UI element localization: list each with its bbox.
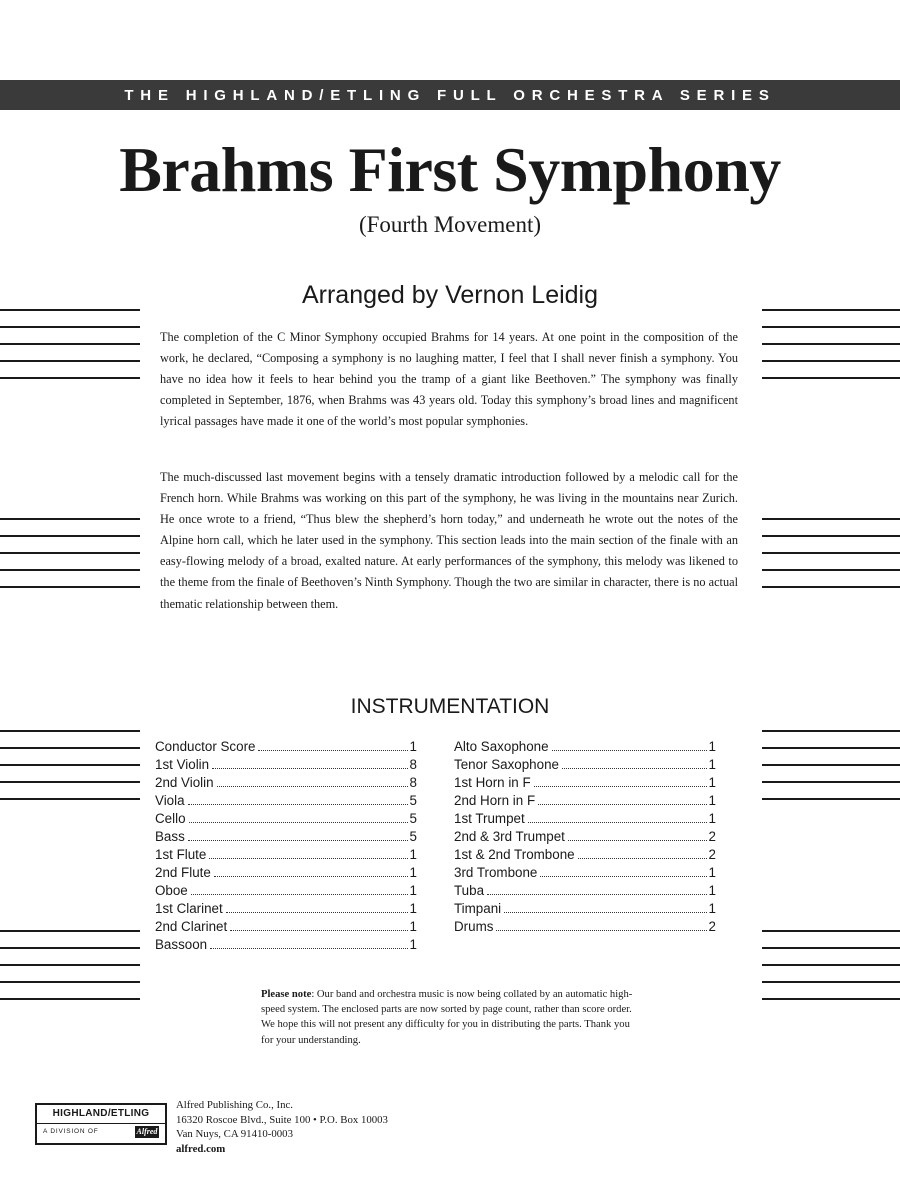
publisher-address-line-2: Van Nuys, CA 91410-0003	[176, 1128, 293, 1141]
instrument-quantity: 1	[409, 937, 417, 952]
staff-lines-decoration	[762, 730, 900, 815]
collation-note	[261, 987, 641, 1048]
instrument-name: Bass	[155, 829, 185, 844]
instrument-row	[454, 828, 716, 846]
instrument-name: Tenor Saxophone	[454, 757, 559, 772]
logo-name: HIGHLAND/ETLING	[52, 1108, 150, 1119]
page-title: Brahms First Symphony	[119, 134, 781, 205]
subtitle: (Fourth Movement)	[358, 212, 542, 237]
instrument-row	[155, 774, 417, 792]
instrument-name: 1st Trumpet	[454, 811, 525, 826]
instrument-quantity: 1	[409, 739, 417, 754]
instrument-row	[155, 846, 417, 864]
instrument-name: 2nd Clarinet	[155, 919, 228, 934]
instrument-row	[454, 774, 716, 792]
dot-leader	[496, 930, 706, 931]
instrument-row	[454, 918, 716, 936]
instrument-quantity: 2	[708, 919, 716, 934]
instrument-quantity: 5	[409, 793, 417, 808]
publisher-address-line-1: 16320 Roscoe Blvd., Suite 100 • P.O. Box 10003	[176, 1113, 388, 1126]
instrument-quantity: 8	[409, 757, 417, 772]
instrument-row	[155, 756, 417, 774]
instrument-row	[155, 810, 417, 828]
instrument-quantity: 1	[708, 901, 716, 916]
dot-leader	[540, 876, 706, 877]
instrument-row	[454, 792, 716, 810]
instrument-name: 2nd & 3rd Trumpet	[454, 829, 565, 844]
note-label: Please note	[261, 989, 312, 1000]
instrument-quantity: 8	[409, 775, 417, 790]
instrument-name: 1st Clarinet	[155, 901, 223, 916]
instrument-quantity: 1	[708, 757, 716, 772]
instrument-name: Drums	[454, 919, 494, 934]
instrument-name: Timpani	[454, 901, 502, 916]
instrument-name: 1st & 2nd Trombone	[454, 847, 575, 862]
publisher-website-link[interactable]: alfred.com	[176, 1142, 226, 1155]
instrument-name: Cello	[155, 811, 186, 826]
instrument-row	[454, 756, 716, 774]
instrument-row	[155, 918, 417, 936]
instrument-name: 2nd Flute	[155, 865, 211, 880]
instrument-quantity: 1	[708, 865, 716, 880]
dot-leader	[188, 804, 408, 805]
instrument-row	[155, 882, 417, 900]
series-title: THE HIGHLAND/ETLING FULL ORCHESTRA SERIES	[124, 87, 776, 104]
dot-leader	[188, 840, 408, 841]
instrument-quantity: 1	[409, 919, 417, 934]
instrument-name: 2nd Violin	[155, 775, 214, 790]
instrument-row	[155, 936, 417, 954]
instrument-name: Viola	[155, 793, 185, 808]
instrument-quantity: 1	[708, 739, 716, 754]
staff-lines-decoration	[762, 518, 900, 603]
instrument-row	[454, 900, 716, 918]
instrument-quantity: 1	[409, 847, 417, 862]
dot-leader	[210, 948, 407, 949]
dot-leader	[230, 930, 407, 931]
dot-leader	[528, 822, 707, 823]
instrument-row	[155, 900, 417, 918]
dot-leader	[191, 894, 408, 895]
note-text: : Our band and orchestra music is now being collated by an automatic high-speed system. The enclosed parts are now sorted by page count, rather than score order. We hope this will not present any difficulty for you in distributing the parts. Thank you for your understanding.	[261, 989, 633, 1046]
staff-lines-decoration	[0, 730, 140, 815]
publisher-name: Alfred Publishing Co., Inc.	[176, 1099, 293, 1111]
dot-leader	[258, 750, 407, 751]
dot-leader	[487, 894, 707, 895]
instrument-name: Conductor Score	[155, 739, 256, 754]
instrument-quantity: 1	[708, 793, 716, 808]
staff-lines-decoration	[0, 518, 140, 603]
instrument-quantity: 2	[708, 847, 716, 862]
instrument-row	[155, 738, 417, 756]
publisher-info	[176, 1098, 388, 1156]
instrument-row	[454, 738, 716, 756]
instrument-row	[454, 846, 716, 864]
dot-leader	[562, 768, 707, 769]
instrument-row	[155, 792, 417, 810]
logo-divider	[37, 1123, 165, 1124]
dot-leader	[217, 786, 408, 787]
instrument-name: 1st Horn in F	[454, 775, 531, 790]
instrument-quantity: 1	[409, 865, 417, 880]
instrumentation-list-right	[454, 738, 716, 936]
dot-leader	[214, 876, 408, 877]
instrument-name: Oboe	[155, 883, 188, 898]
staff-lines-decoration	[762, 309, 900, 394]
dot-leader	[504, 912, 706, 913]
instrument-name: 1st Violin	[155, 757, 210, 772]
instrument-row	[454, 882, 716, 900]
dot-leader	[568, 840, 707, 841]
instrumentation-heading: INSTRUMENTATION	[350, 695, 550, 718]
alfred-logo-mark: Alfred	[136, 1127, 158, 1136]
dot-leader	[189, 822, 408, 823]
instrument-row	[155, 828, 417, 846]
highland-etling-logo	[35, 1103, 167, 1145]
instrument-row	[454, 810, 716, 828]
instrumentation-list-left	[155, 738, 417, 954]
instrument-quantity: 1	[409, 883, 417, 898]
instrument-row	[454, 864, 716, 882]
dot-leader	[578, 858, 707, 859]
staff-lines-decoration	[762, 930, 900, 1015]
instrument-quantity: 1	[708, 811, 716, 826]
description-paragraph: The completion of the C Minor Symphony occupied Brahms for 14 years. At one point in the composition of the work, he declared, “Composing a symphony is no laughing matter, I feel that I shall never finish a symphony. You have no idea how it feels to hear behind you the tramp of a giant like Beethoven.” The symphony was finally completed in September, 1876, when Brahms was 43 years old. Today this symphony’s broad lines and magnificent lyrical passages have made it one of the world’s most popular symphonies.	[160, 330, 738, 429]
instrument-quantity: 5	[409, 829, 417, 844]
instrument-name: Tuba	[454, 883, 485, 898]
instrument-row	[155, 864, 417, 882]
instrument-quantity: 2	[708, 829, 716, 844]
dot-leader	[538, 804, 706, 805]
dot-leader	[226, 912, 408, 913]
instrument-name: Alto Saxophone	[454, 739, 549, 754]
instrument-name: 1st Flute	[155, 847, 207, 862]
dot-leader	[552, 750, 707, 751]
instrument-quantity: 1	[708, 775, 716, 790]
dot-leader	[209, 858, 407, 859]
instrument-name: Bassoon	[155, 937, 208, 952]
dot-leader	[534, 786, 707, 787]
staff-lines-decoration	[0, 309, 140, 394]
staff-lines-decoration	[0, 930, 140, 1015]
arranger-credit: Arranged by Vernon Leidig	[301, 281, 599, 309]
instrument-quantity: 1	[708, 883, 716, 898]
instrument-quantity: 1	[409, 901, 417, 916]
instrument-name: 3rd Trombone	[454, 865, 538, 880]
instrument-quantity: 5	[409, 811, 417, 826]
logo-division-text: A DIVISION OF	[43, 1128, 99, 1135]
description-paragraph: The much-discussed last movement begins with a tensely dramatic introduction followed by a melodic call for the French horn. While Brahms was working on this part of the symphony, he was living in the mountains near Zurich. He once wrote to a friend, “Thus blew the shepherd’s horn today,” and underneath he wrote out the notes of the Alpine horn call, which he later used in the symphony. This section leads into the main section of the finale with an easy-flowing melody of a broad, exalted nature. At early performances of the symphony, this melody was likened to the theme from the finale of Beethoven’s Ninth Symphony. Though the two are similar in character, there is no actual thematic relationship between them.	[160, 470, 738, 611]
instrument-name: 2nd Horn in F	[454, 793, 536, 808]
dot-leader	[212, 768, 407, 769]
